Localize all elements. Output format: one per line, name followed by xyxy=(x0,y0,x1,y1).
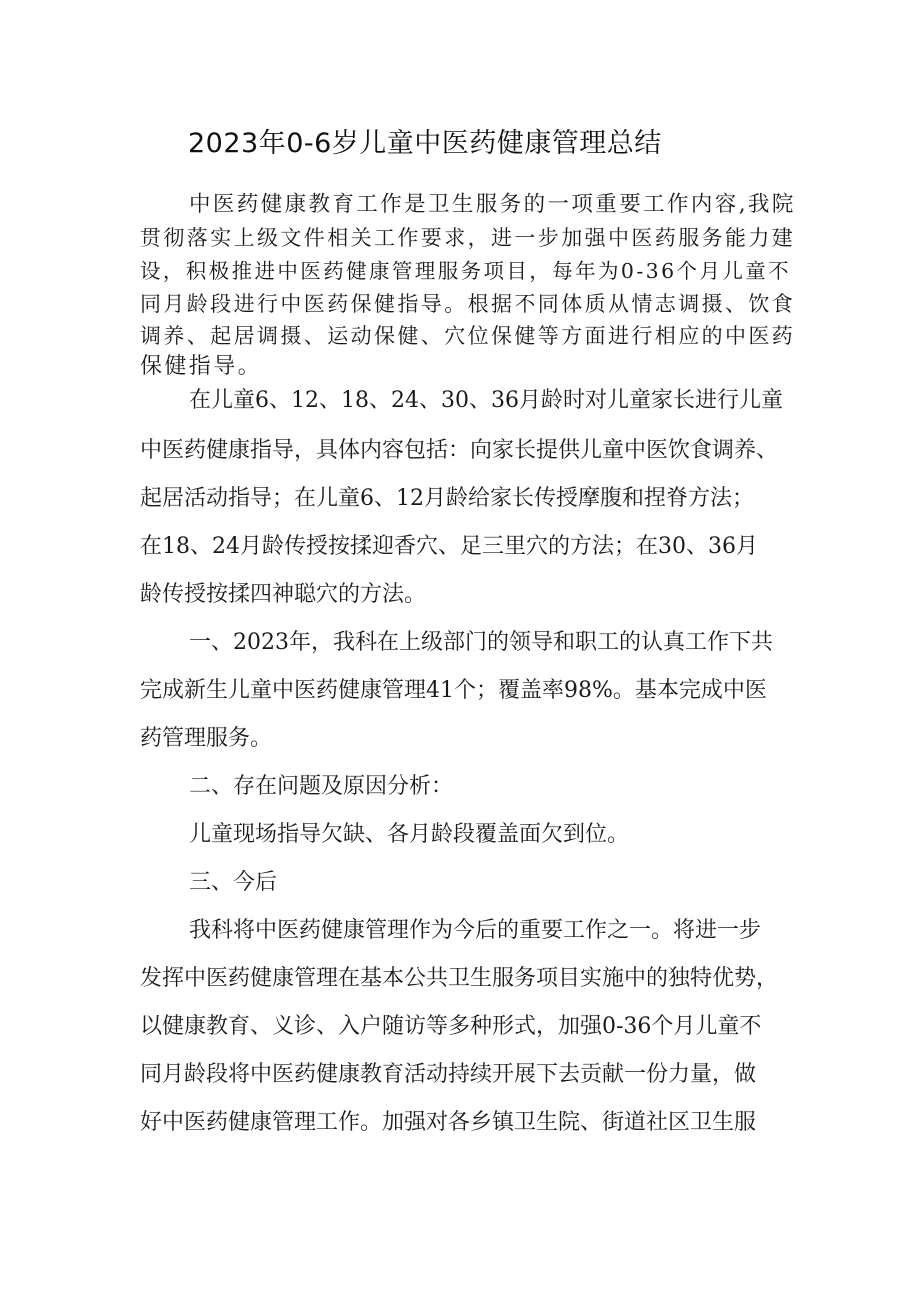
paragraph-line: 完成新生儿童中医药健康管理41个；覆盖率98%。基本完成中医 xyxy=(140,678,767,703)
paragraph-line: 中医药健康教育工作是卫生服务的一项重要工作内容,我院 xyxy=(189,192,796,217)
paragraph-line: 中医药健康指导，具体内容包括：向家长提供儿童中医饮食调养、 xyxy=(140,438,779,463)
paragraph-line: 在18、24月龄传授按揉迎香穴、足三里穴的方法；在30、36月 xyxy=(140,534,758,559)
section-heading: 三、今后 xyxy=(189,870,278,895)
paragraph-line: 一、2023年，我科在上级部门的领导和职工的认真工作下共 xyxy=(189,630,773,655)
paragraph-line: 药管理服务。 xyxy=(140,726,273,751)
paragraph-line: 调养、起居调摄、运动保健、穴位保健等方面进行相应的中医药 xyxy=(140,324,796,348)
paragraph-line: 同月龄段进行中医药保健指导。根据不同体质从情志调摄、饮食 xyxy=(140,292,796,316)
paragraph-line: 儿童现场指导欠缺、各月龄段覆盖面欠到位。 xyxy=(189,822,630,847)
paragraph-line: 发挥中医药健康管理在基本公共卫生服务项目实施中的独特优势， xyxy=(140,966,779,991)
paragraph-line: 同月龄段将中医药健康教育活动持续开展下去贡献一份力量，做 xyxy=(140,1062,757,1087)
paragraph-line: 贯彻落实上级文件相关工作要求，进一步加强中医药服务能力建 xyxy=(140,226,796,250)
paragraph-line: 设，积极推进中医药健康管理服务项目，每年为0-36个月儿童不 xyxy=(140,259,792,283)
paragraph-line: 好中医药健康管理工作。加强对各乡镇卫生院、街道社区卫生服 xyxy=(140,1110,757,1135)
paragraph-line: 在儿童6、12、18、24、30、36月龄时对儿童家长进行儿童 xyxy=(189,388,783,413)
paragraph-line: 以健康教育、义诊、入户随访等多种形式，加强0-36个月儿童不 xyxy=(140,1014,762,1039)
paragraph-line: 龄传授按揉四神聪穴的方法。 xyxy=(140,582,427,607)
paragraph-line: 起居活动指导；在儿童6、12月龄给家长传授摩腹和捏脊方法； xyxy=(140,486,754,511)
paragraph-line: 我科将中医药健康管理作为今后的重要工作之一。将进一步 xyxy=(189,918,762,943)
paragraph-line: 保健指导。 xyxy=(140,354,263,379)
document-title: 2023年0-6岁儿童中医药健康管理总结 xyxy=(188,128,662,159)
section-heading: 二、存在问题及原因分析： xyxy=(189,774,454,799)
